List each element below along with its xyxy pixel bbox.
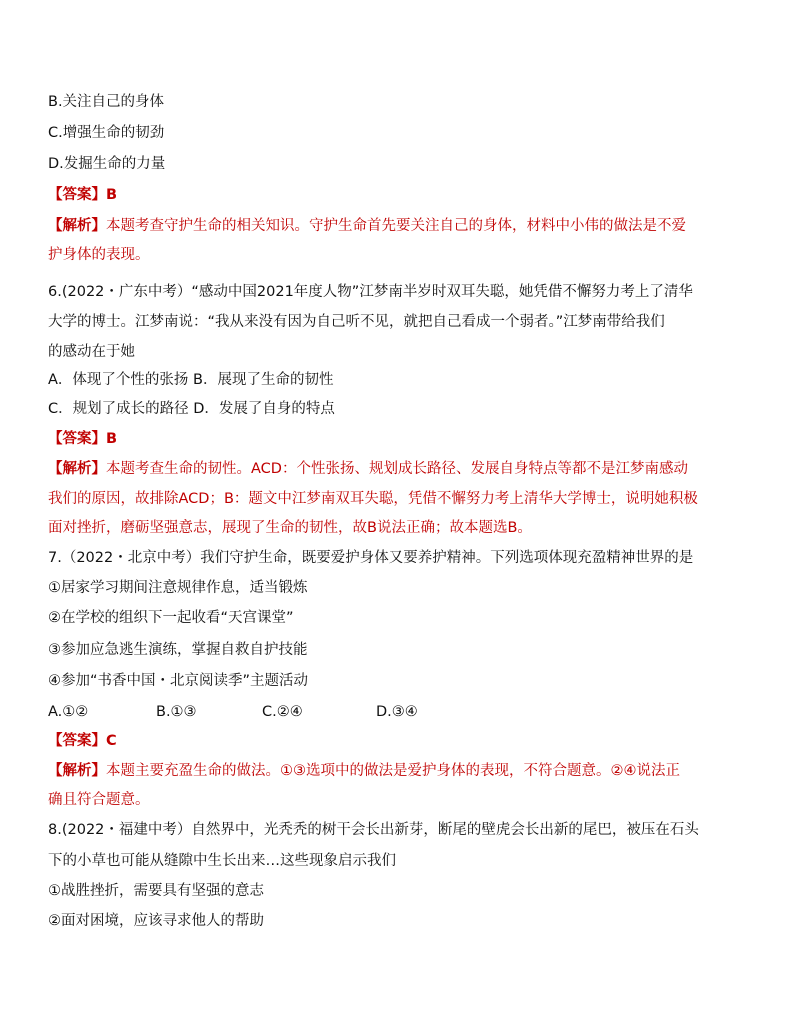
answer-letter: B	[106, 431, 118, 447]
q7-item3: ③参加应急逃生演练，掌握自救自护技能	[48, 642, 308, 658]
q7-option-d: D.③④	[376, 704, 418, 720]
q7-stem: 7.（2022・北京中考）我们守护生命，既要爱护身体又要养护精神。下列选项体现充盈精神世界的是	[48, 550, 694, 566]
q6-stem-line1: 6.(2022・广东中考）“感动中国2021年度人物”江梦南半岁时双耳失聪，她凭借不懈努力考上了清华	[48, 284, 693, 300]
q6-options-line2: C．规划了成长的路径 D．发展了自身的特点	[48, 401, 335, 417]
answer-tag: 【答案】	[48, 733, 106, 749]
q5-option-d: D.发掘生命的力量	[48, 156, 166, 172]
q6-answer	[48, 429, 117, 449]
answer-tag: 【答案】	[48, 431, 106, 447]
q5-answer	[48, 185, 117, 205]
q6-explanation-line1	[48, 459, 688, 479]
q7-explanation-line2: 确且符合题意。	[48, 792, 150, 808]
q5-explanation-line1	[48, 216, 686, 236]
q5-option-b: B.关注自己的身体	[48, 94, 165, 110]
q7-answer	[48, 731, 117, 751]
q5-option-c: C.增强生命的韧劲	[48, 125, 165, 141]
explanation-text: 本题主要充盈生命的做法。①③选项中的做法是爱护身体的表现，不符合题意。②④说法正	[106, 763, 680, 779]
q7-option-b: B.①③	[156, 704, 197, 720]
q7-option-c: C.②④	[262, 704, 303, 720]
q8-item2: ②面对困境，应该寻求他人的帮助	[48, 913, 264, 929]
q8-item1: ①战胜挫折，需要具有坚强的意志	[48, 883, 264, 899]
q7-option-a: A.①②	[48, 704, 89, 720]
q8-stem-line1: 8.(2022・福建中考）自然界中，光秃秃的树干会长出新芽，断尾的壁虎会长出新的尾巴，被压在石头	[48, 822, 699, 838]
q7-options	[48, 702, 418, 722]
explanation-tag: 【解析】	[48, 218, 106, 234]
answer-letter: B	[106, 187, 118, 203]
explanation-text: 本题考查守护生命的相关知识。守护生命首先要关注自己的身体，材料中小伟的做法是不爱	[106, 218, 686, 234]
q7-explanation-line1	[48, 761, 680, 781]
q5-explanation-line2: 护身体的表现。	[48, 247, 150, 263]
explanation-tag: 【解析】	[48, 763, 106, 779]
explanation-text: 本题考查生命的韧性。ACD：个性张扬、规划成长路径、发展自身特点等都不是江梦南感动	[106, 461, 688, 477]
q7-item2: ②在学校的组织下一起收看“天宫课堂”	[48, 610, 294, 626]
q6-options-line1: A．体现了个性的张扬 B．展现了生命的韧性	[48, 372, 334, 388]
q6-stem-line2: 大学的博士。江梦南说：“我从来没有因为自己听不见，就把自己看成一个弱者。”江梦南带给我们	[48, 314, 665, 330]
q6-stem-line3: 的感动在于她	[48, 344, 135, 360]
answer-letter: C	[106, 733, 117, 749]
q7-item1: ①居家学习期间注意规律作息，适当锻炼	[48, 580, 308, 596]
q6-explanation-line3: 面对挫折，磨砺坚强意志，展现了生命的韧性，故B说法正确；故本题选B。	[48, 520, 532, 536]
explanation-tag: 【解析】	[48, 461, 106, 477]
answer-tag: 【答案】	[48, 187, 106, 203]
q6-explanation-line2: 我们的原因，故排除ACD；B：题文中江梦南双耳失聪，凭借不懈努力考上清华大学博士，说明她积极	[48, 491, 698, 507]
q8-stem-line2: 下的小草也可能从缝隙中生长出来…这些现象启示我们	[48, 853, 396, 869]
q7-item4: ④参加“书香中国・北京阅读季”主题活动	[48, 673, 309, 689]
